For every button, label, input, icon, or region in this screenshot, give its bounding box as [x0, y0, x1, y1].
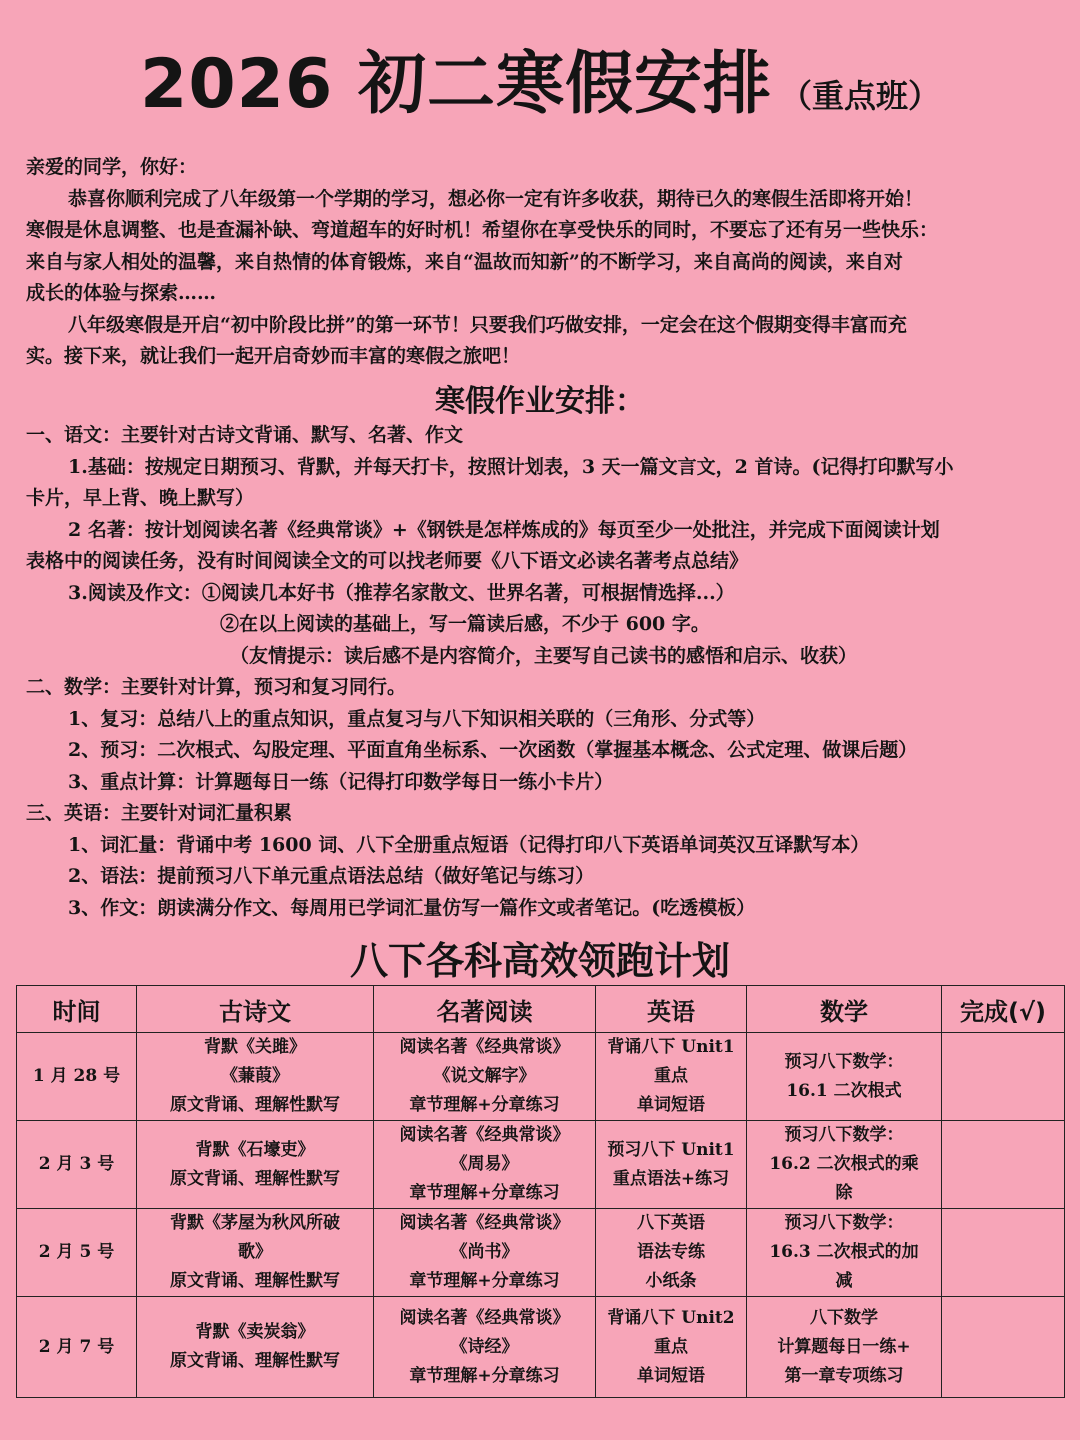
- math-cell: [747, 1033, 942, 1121]
- poem-cell: [137, 1121, 374, 1209]
- intro-paragraph-2-line-1: 八年级寒假是开启“初中阶段比拼”的第一环节！只要我们巧做安排，一定会在这个假期变得丰富而充: [68, 313, 907, 336]
- reading-line: 章节理解+分章练习: [409, 1183, 560, 1203]
- math-item-3: 3、重点计算：计算题每日一练（记得打印数学每日一练小卡片）: [68, 770, 614, 793]
- intro-paragraph-1-line-1: 恭喜你顺利完成了八年级第一个学期的学习，想必你一定有许多收获，期待已久的寒假生活即将开始！: [68, 187, 924, 210]
- english-line: 背诵八下 Unit2: [607, 1307, 735, 1328]
- table-row: [17, 1033, 1065, 1121]
- poem-line: 背默《茅屋为秋风所破: [170, 1213, 340, 1233]
- plan-table-header-row: [17, 986, 1065, 1033]
- title-main: 2026 初二寒假安排: [140, 45, 772, 124]
- header-time: 时间: [17, 986, 137, 1033]
- intro-paragraph-2-line-2: 实。接下来，就让我们一起开启奇妙而丰富的寒假之旅吧！: [26, 345, 521, 367]
- greeting: 亲爱的同学，你好：: [26, 156, 198, 178]
- title-subtitle: （重点班）: [779, 77, 940, 115]
- done-checkbox-cell[interactable]: [942, 1121, 1065, 1209]
- math-line: 预习八下数学：: [784, 1125, 904, 1145]
- chinese-item-1-cont: 卡片，早上背、晚上默写）: [26, 487, 255, 509]
- reading-line: 《尚书》: [450, 1242, 519, 1262]
- english-line: 重点: [654, 1066, 688, 1086]
- math-cell: [747, 1121, 942, 1209]
- reading-line: 阅读名著《经典常谈》: [399, 1213, 570, 1233]
- english-cell: [596, 1209, 747, 1297]
- math-cell: [747, 1297, 942, 1398]
- header-math: 数学: [747, 986, 942, 1033]
- chinese-title: 一、语文：主要针对古诗文背诵、默写、名著、作文: [26, 424, 464, 446]
- reading-cell: [374, 1033, 596, 1121]
- chinese-item-1: 1.基础：按规定日期预习、背默，并每天打卡，按照计划表，3 天一篇文言文，2 首诗。(记得打印默写小: [68, 455, 954, 478]
- intro-paragraph-1-line-3: 来自与家人相处的温馨，来自热情的体育锻炼，来自“温故而知新”的不断学习，来自高尚的阅读，来自对: [26, 250, 903, 273]
- intro-paragraph-1-line-2: 寒假是休息调整、也是查漏补缺、弯道超车的好时机！希望你在享受快乐的同时，不要忘了还有另一些快乐：: [26, 219, 939, 241]
- header-english: 英语: [596, 986, 747, 1033]
- done-checkbox-cell[interactable]: [942, 1209, 1065, 1297]
- reading-line: 章节理解+分章练习: [409, 1271, 560, 1291]
- header-done: 完成(√): [942, 986, 1065, 1033]
- math-title: 二、数学：主要针对计算，预习和复习同行。: [26, 676, 407, 698]
- math-line: 八下数学: [810, 1307, 878, 1328]
- english-line: 预习八下 Unit1: [607, 1139, 735, 1160]
- math-line: 除: [835, 1183, 853, 1203]
- math-item-1: 1、复习：总结八上的重点知识，重点复习与八下知识相关联的（三角形、分式等）: [68, 707, 766, 730]
- reading-line: 阅读名著《经典常谈》: [399, 1037, 570, 1057]
- reading-line: 章节理解+分章练习: [409, 1365, 560, 1386]
- reading-line: 《诗经》: [450, 1336, 519, 1357]
- reading-cell: [374, 1209, 596, 1297]
- english-item-2: 2、语法：提前预习八下单元重点语法总结（做好笔记与练习）: [68, 865, 595, 887]
- reading-line: 《说文解字》: [433, 1066, 536, 1086]
- homework-section: [26, 420, 1060, 924]
- reading-line: 阅读名著《经典常谈》: [399, 1307, 570, 1328]
- english-line: 重点语法+练习: [612, 1168, 730, 1189]
- math-cell: [747, 1209, 942, 1297]
- math-item-2: 2、预习：二次根式、勾股定理、平面直角坐标系、一次函数（掌握基本概念、公式定理、做课后题）: [68, 739, 918, 761]
- english-line: 背诵八下 Unit1: [607, 1037, 735, 1057]
- poem-line: 原文背诵、理解性默写: [170, 1271, 340, 1291]
- poem-cell: [137, 1033, 374, 1121]
- poem-line: 背默《石壕吏》: [195, 1139, 315, 1160]
- math-line: 16.1 二次根式: [786, 1080, 902, 1101]
- table-row: [17, 1209, 1065, 1297]
- poem-cell: [137, 1209, 374, 1297]
- homework-heading: 寒假作业安排：: [435, 384, 645, 419]
- poem-line: 背默《关雎》: [204, 1037, 306, 1057]
- header-reading: 名著阅读: [374, 986, 596, 1033]
- math-line: 16.2 二次根式的乘: [769, 1154, 919, 1174]
- date-cell: 1 月 28 号: [17, 1033, 137, 1121]
- page-title: [0, 30, 1080, 140]
- intro-paragraph-1-line-4: 成长的体验与探索……: [26, 282, 217, 304]
- math-line: 预习八下数学：: [784, 1051, 904, 1072]
- chinese-item-2-cont: 表格中的阅读任务，没有时间阅读全文的可以找老师要《八下语文必读名著考点总结》: [26, 550, 749, 572]
- poem-line: 原文背诵、理解性默写: [170, 1095, 340, 1115]
- english-line: 八下英语: [637, 1213, 705, 1233]
- reading-line: 阅读名著《经典常谈》: [399, 1125, 570, 1145]
- table-row: [17, 1297, 1065, 1398]
- poem-line: 原文背诵、理解性默写: [170, 1168, 340, 1189]
- english-cell: [596, 1297, 747, 1398]
- english-line: 语法专练: [637, 1242, 705, 1262]
- table-row: [17, 1121, 1065, 1209]
- reading-cell: [374, 1297, 596, 1398]
- reading-line: 章节理解+分章练习: [409, 1095, 560, 1115]
- math-line: 16.3 二次根式的加: [769, 1242, 919, 1262]
- english-cell: [596, 1033, 747, 1121]
- chinese-item-3: 3.阅读及作文：①阅读几本好书（推荐名家散文、世界名著，可根据情选择...）: [68, 581, 735, 604]
- english-cell: [596, 1121, 747, 1209]
- poem-line: 背默《卖炭翁》: [195, 1322, 315, 1342]
- english-item-1: 1、词汇量：背诵中考 1600 词、八下全册重点短语（记得打印八下英语单词英汉互译默写本）: [68, 833, 870, 856]
- english-line: 单词短语: [637, 1365, 705, 1386]
- math-line: 预习八下数学：: [784, 1213, 904, 1233]
- reading-line: 《周易》: [450, 1154, 519, 1174]
- done-checkbox-cell[interactable]: [942, 1033, 1065, 1121]
- poem-line: 《蒹葭》: [221, 1066, 289, 1086]
- intro-letter: [26, 152, 1060, 373]
- english-line: 重点: [654, 1336, 688, 1357]
- english-item-3: 3、作文：朗读满分作文、每周用已学词汇量仿写一篇作文或者笔记。(吃透模板）: [68, 896, 756, 919]
- poem-line: 原文背诵、理解性默写: [170, 1351, 340, 1371]
- chinese-item-3-b: ②在以上阅读的基础上，写一篇读后感，不少于 600 字。: [220, 613, 710, 635]
- poem-cell: [137, 1297, 374, 1398]
- date-cell: 2 月 3 号: [17, 1121, 137, 1209]
- math-line: 减: [835, 1271, 853, 1291]
- math-line: 计算题每日一练+: [777, 1336, 911, 1357]
- done-checkbox-cell[interactable]: [942, 1297, 1065, 1398]
- plan-heading: 八下各科高效领跑计划: [349, 939, 730, 983]
- reading-cell: [374, 1121, 596, 1209]
- english-line: 小纸条: [645, 1271, 697, 1291]
- chinese-item-2: 2 名著：按计划阅读名著《经典常谈》+《钢铁是怎样炼成的》每页至少一处批注，并完成下面阅读计划: [68, 518, 940, 541]
- header-poetry: 古诗文: [137, 986, 374, 1033]
- poem-line: 歌》: [238, 1242, 272, 1262]
- plan-table: [16, 985, 1065, 1398]
- english-line: 单词短语: [637, 1095, 705, 1115]
- date-cell: 2 月 7 号: [17, 1297, 137, 1398]
- chinese-item-3-tip: （友情提示：读后感不是内容简介，主要写自己读书的感悟和启示、收获）: [230, 644, 858, 667]
- date-cell: 2 月 5 号: [17, 1209, 137, 1297]
- english-title: 三、英语：主要针对词汇量积累: [26, 802, 293, 824]
- math-line: 第一章专项练习: [784, 1365, 904, 1386]
